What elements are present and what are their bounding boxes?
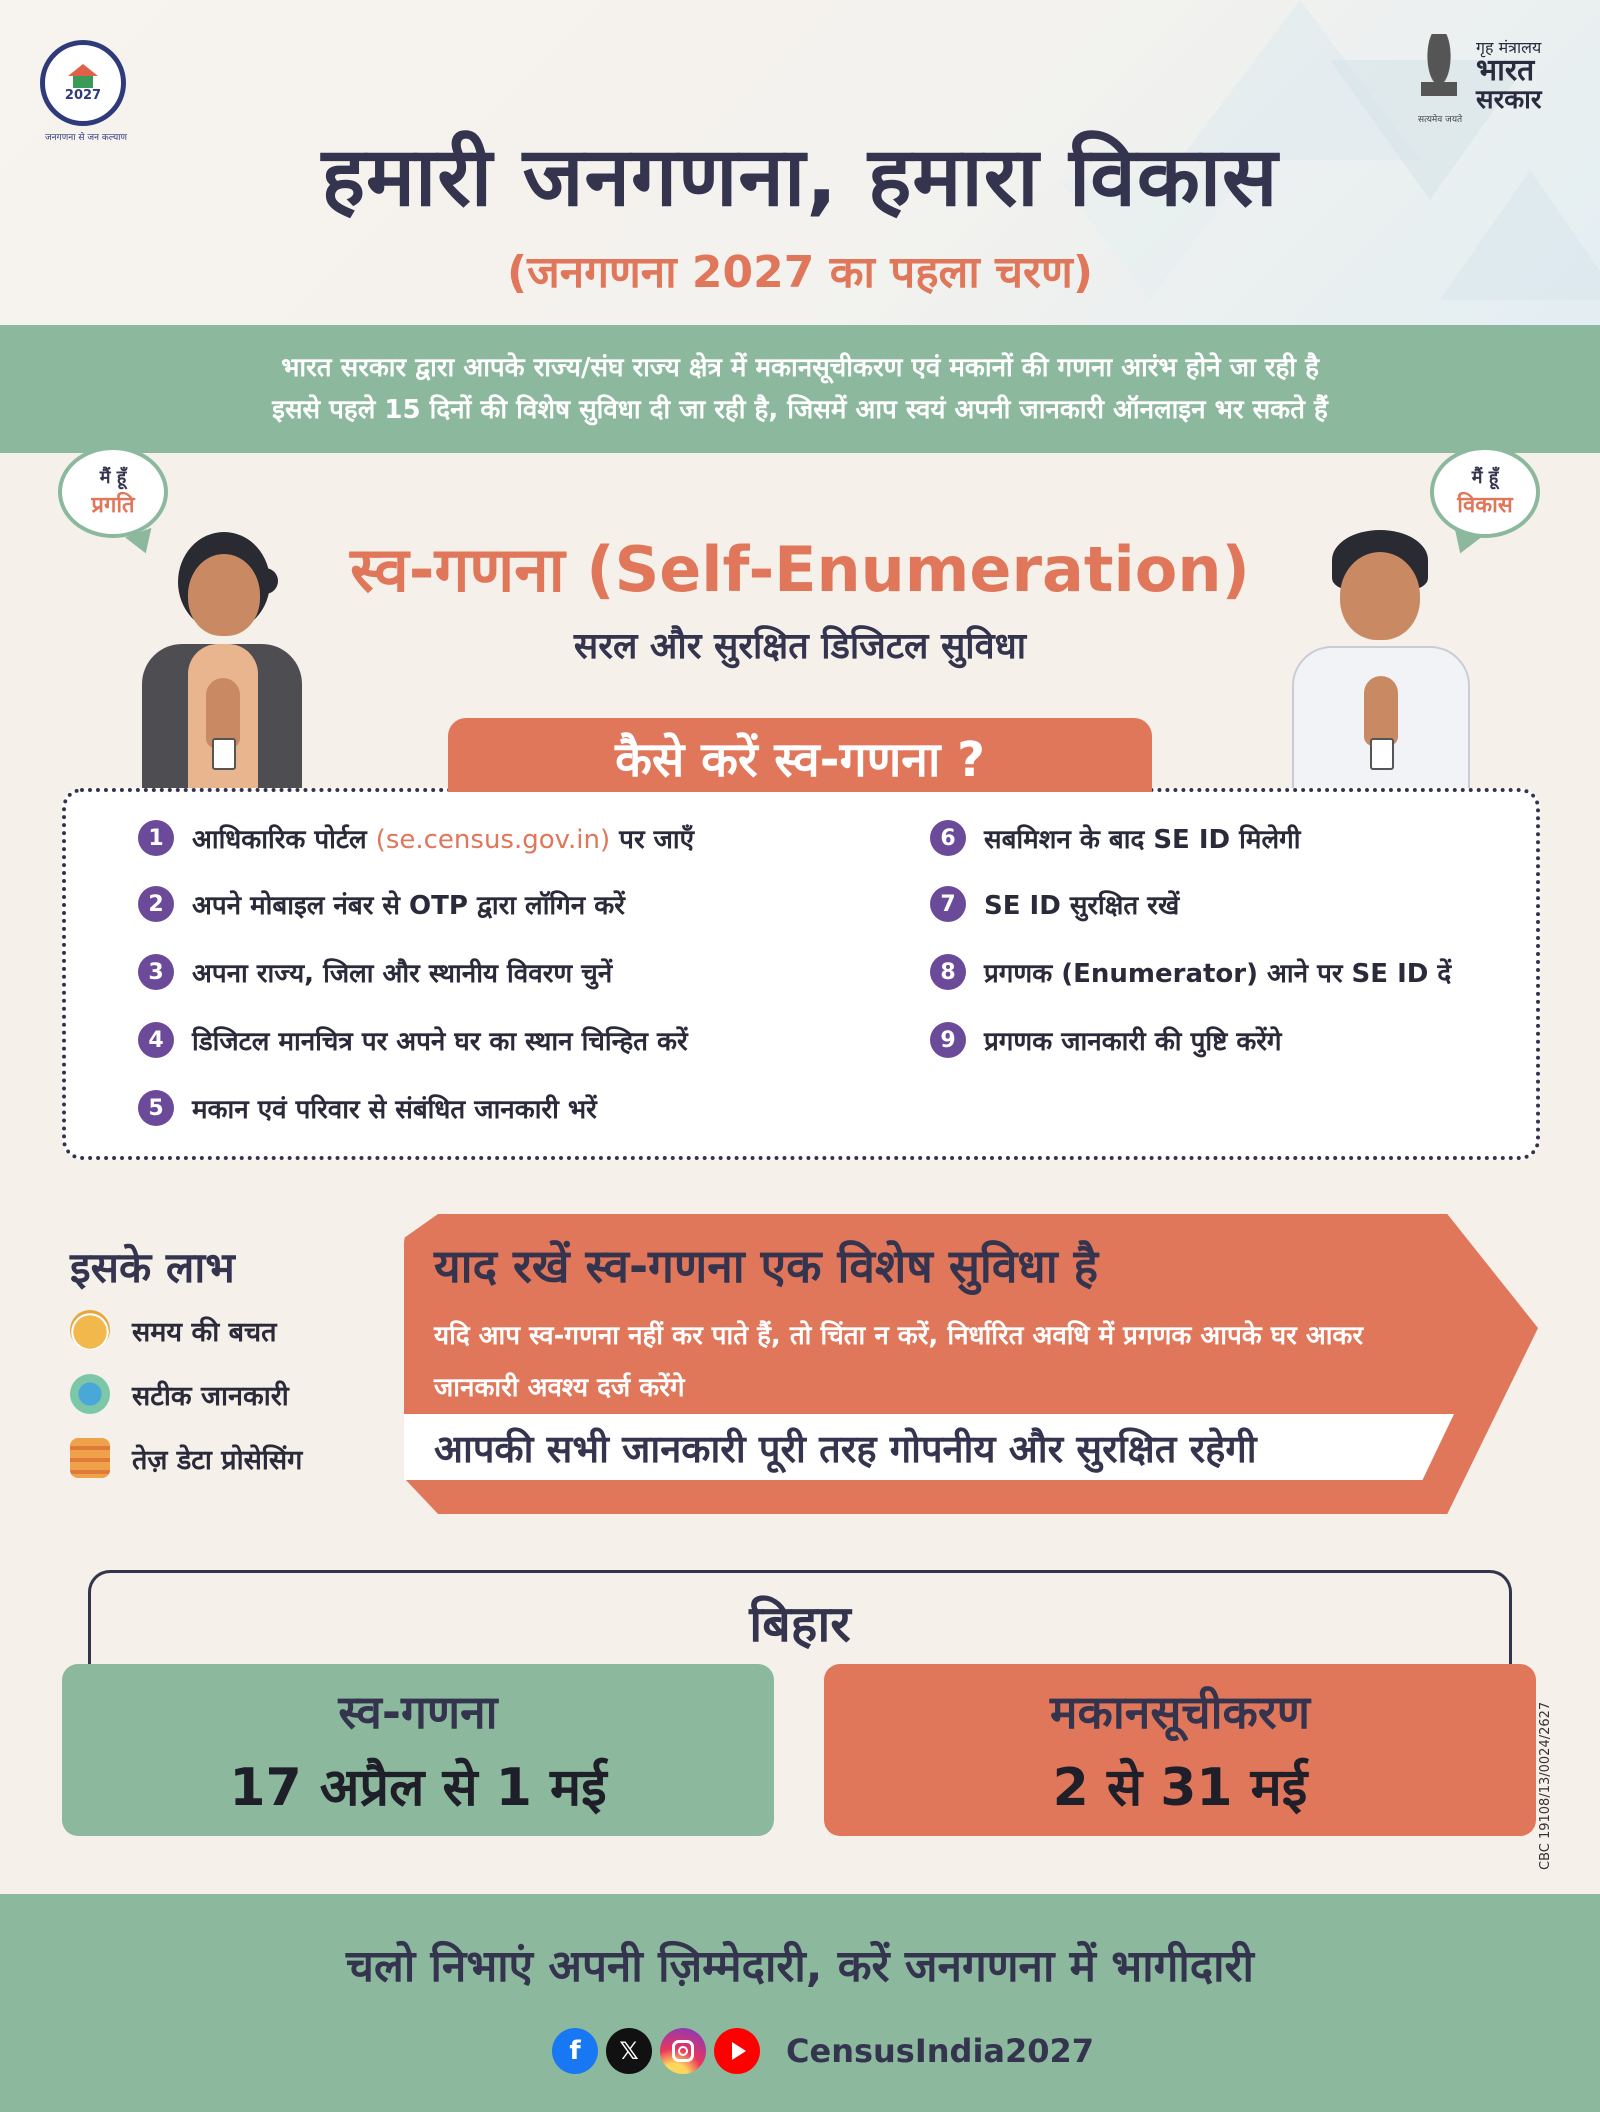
- step-text: आधिकारिक पोर्टल: [192, 825, 376, 855]
- step-5: [138, 1088, 597, 1128]
- youtube-icon[interactable]: [714, 2028, 760, 2074]
- gov-name-line1: भारत: [1476, 53, 1535, 88]
- step-text: अपना राज्य, जिला और स्थानीय विवरण चुनें: [192, 959, 613, 989]
- benefit-item: [70, 1438, 302, 1478]
- self-enumeration-subtitle: सरल और सुरक्षित डिजिटल सुविधा: [573, 626, 1027, 667]
- gov-name-line2: सरकार: [1476, 85, 1542, 115]
- instagram-icon[interactable]: [660, 2028, 706, 2074]
- left-bubble-line1: मैं हूँ: [99, 467, 127, 488]
- intro-line-1: भारत सरकार द्वारा आपके राज्य/संघ राज्य क्षेत्र में मकानसूचीकरण एवं मकानों की गणना आरंभ होने जा रही है: [281, 353, 1319, 383]
- step-1: [138, 818, 694, 858]
- houselisting-dates: 2 से 31 मई: [1052, 1757, 1308, 1818]
- step-number: 4: [138, 1022, 174, 1058]
- footer: [0, 1894, 1600, 2112]
- character-pragati: [138, 528, 308, 790]
- benefit-label: तेज़ डेटा प्रोसेसिंग: [132, 1444, 303, 1476]
- houselisting-label: मकानसूचीकरण: [1050, 1684, 1310, 1739]
- intro-band: [0, 325, 1600, 453]
- left-bubble-name: प्रगति: [91, 493, 135, 518]
- benefits-title: इसके लाभ: [70, 1243, 235, 1292]
- remember-body: यदि आप स्व-गणना नहीं कर पाते हैं, तो चिंता न करें, निर्धारित अवधि में प्रगणक आपके घर आकर जानकारी अवश्य दर्ज करेंगे: [434, 1321, 1363, 1403]
- national-emblem-icon: [1418, 34, 1460, 108]
- step-8: [930, 952, 1451, 992]
- step-3: [138, 952, 612, 992]
- how-to-title: कैसे करें स्व-गणना ?: [448, 718, 1152, 792]
- step-2: [138, 884, 625, 924]
- step-number: 2: [138, 886, 174, 922]
- page-title: हमारी जनगणना, हमारा विकास: [321, 130, 1279, 225]
- step-6: [930, 818, 1300, 858]
- census-logo: [40, 40, 126, 126]
- step-number: 3: [138, 954, 174, 990]
- character-vikas: [1286, 528, 1476, 790]
- government-logo: [1418, 34, 1568, 126]
- step-number: 9: [930, 1022, 966, 1058]
- publication-code: CBC 19108/13/0024/2627: [1538, 1701, 1553, 1870]
- portal-link[interactable]: (se.census.gov.in): [375, 825, 611, 855]
- privacy-note: आपकी सभी जानकारी पूरी तरह गोपनीय और सुरक्षित रहेगी: [434, 1427, 1257, 1471]
- step-number: 8: [930, 954, 966, 990]
- benefit-label: समय की बचत: [132, 1316, 277, 1348]
- step-text: पर जाएँ: [610, 825, 695, 855]
- census-logo-year: 2027: [64, 87, 102, 103]
- step-number: 5: [138, 1090, 174, 1126]
- gov-motto: सत्यमेव जयते: [1418, 115, 1463, 125]
- self-enumeration-dates: 17 अप्रैल से 1 मई: [229, 1757, 607, 1818]
- right-bubble-name: विकास: [1457, 493, 1513, 518]
- social-links: [552, 2028, 1094, 2074]
- step-number: 7: [930, 886, 966, 922]
- remember-heading: याद रखें स्व-गणना एक विशेष सुविधा है: [434, 1239, 1099, 1293]
- step-text: अपने मोबाइल नंबर से OTP द्वारा लॉगिन करें: [192, 891, 625, 921]
- census-logo-tagline: जनगणना से जन कल्याण: [45, 133, 127, 143]
- step-text: मकान एवं परिवार से संबंधित जानकारी भरें: [192, 1095, 597, 1125]
- step-text: प्रगणक जानकारी की पुष्टि करेंगे: [984, 1027, 1282, 1057]
- x-icon[interactable]: 𝕏: [606, 2028, 652, 2074]
- step-text: सबमिशन के बाद SE ID मिलेगी: [984, 825, 1301, 855]
- intro-line-2: इससे पहले 15 दिनों की विशेष सुविधा दी जा रही है, जिसमें आप स्वयं अपनी जानकारी ऑनलाइन भर सकते हैं: [272, 395, 1328, 425]
- step-number: 1: [138, 820, 174, 856]
- step-9: [930, 1020, 1282, 1060]
- self-enumeration-title: स्व-गणना (Self-Enumeration): [350, 533, 1250, 606]
- self-enumeration-card: [62, 1664, 774, 1836]
- step-4: [138, 1020, 688, 1060]
- page-subtitle: (जनगणना 2027 का पहला चरण): [507, 247, 1093, 298]
- step-text: डिजिटल मानचित्र पर अपने घर का स्थान चिन्हित करें: [192, 1027, 688, 1057]
- benefit-item: [70, 1310, 277, 1350]
- remember-panel: [404, 1214, 1538, 1514]
- benefit-item: [70, 1374, 289, 1414]
- stopwatch-icon: [70, 1310, 110, 1350]
- step-text: SE ID सुरक्षित रखें: [984, 891, 1180, 921]
- state-name: बिहार: [749, 1595, 851, 1653]
- self-enumeration-label: स्व-गणना: [338, 1684, 498, 1739]
- facebook-icon[interactable]: f: [552, 2028, 598, 2074]
- houselisting-card: [824, 1664, 1536, 1836]
- footer-slogan: चलो निभाएं अपनी ज़िम्मेदारी, करें जनगणना में भागीदारी: [346, 1941, 1254, 1992]
- data-processing-icon: [70, 1438, 110, 1478]
- house-icon: [66, 64, 100, 88]
- step-number: 6: [930, 820, 966, 856]
- right-bubble-line1: मैं हूँ: [1471, 467, 1499, 488]
- accurate-info-icon: [70, 1374, 110, 1414]
- step-7: [930, 884, 1179, 924]
- social-handle[interactable]: CensusIndia2027: [786, 2032, 1095, 2070]
- step-text: प्रगणक (Enumerator) आने पर SE ID दें: [984, 959, 1452, 989]
- benefit-label: सटीक जानकारी: [132, 1380, 289, 1412]
- gov-ministry: गृह मंत्रालय: [1476, 38, 1542, 57]
